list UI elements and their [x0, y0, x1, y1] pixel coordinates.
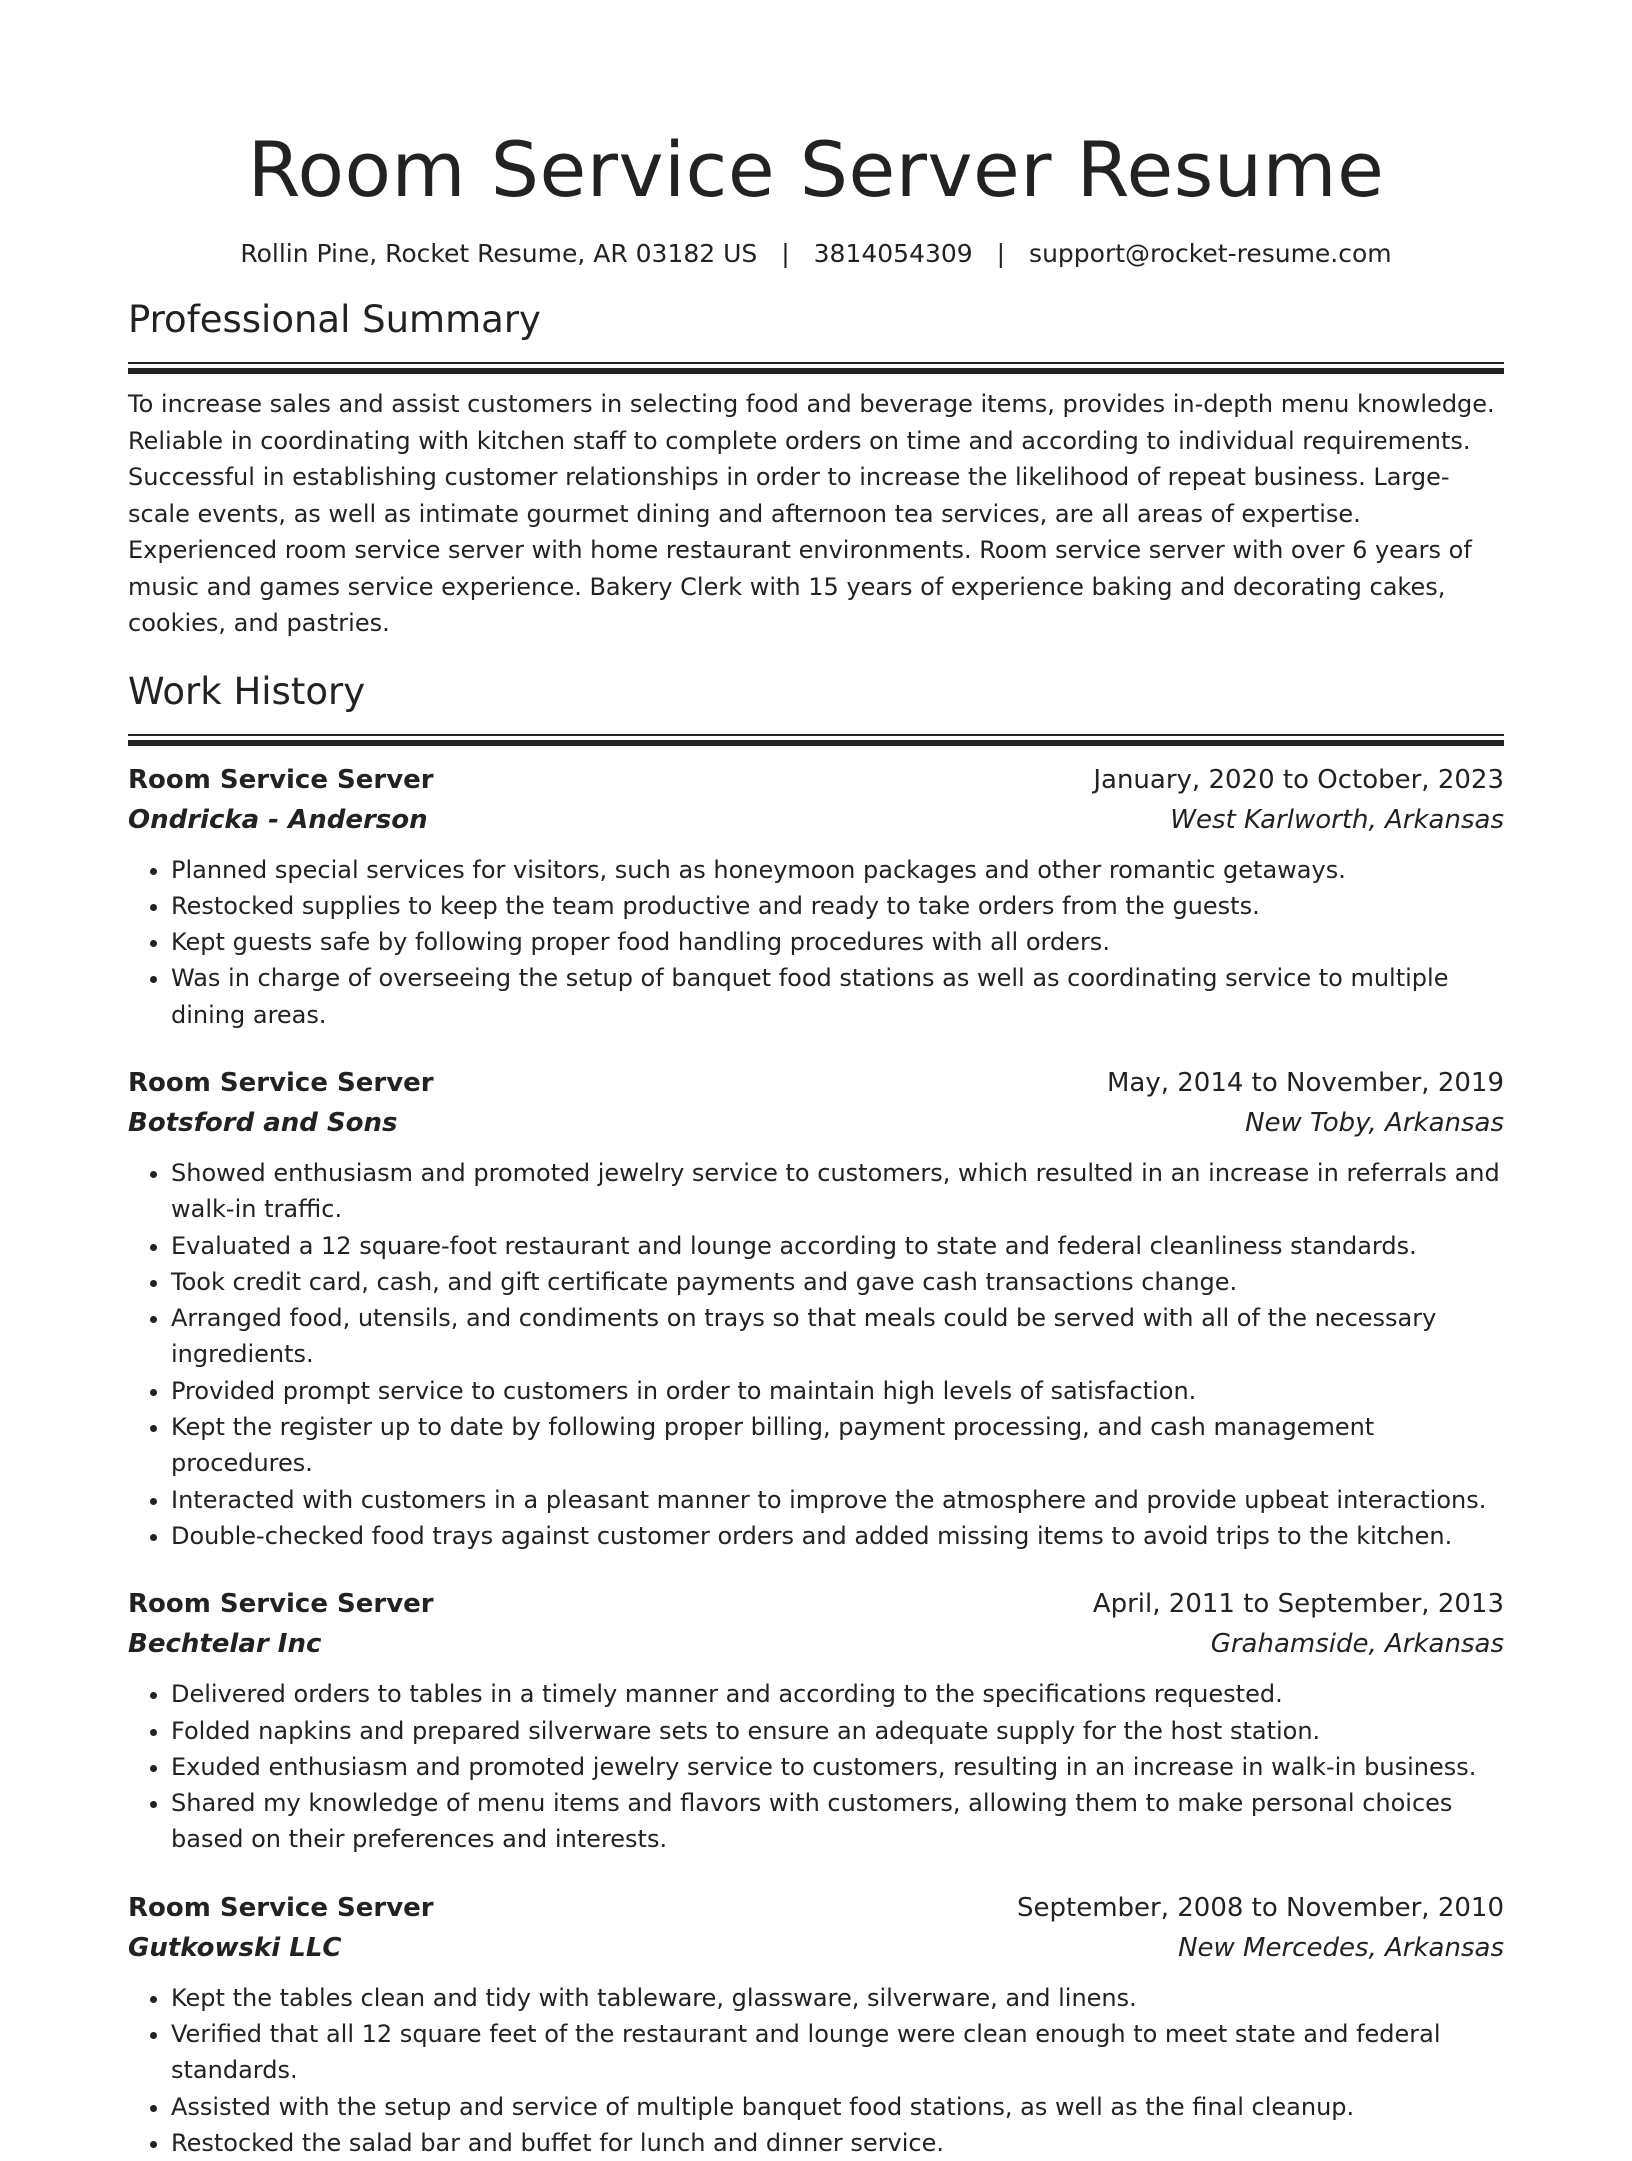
summary-text: To increase sales and assist customers in selecting food and beverage items, provides in-depth menu knowledge. Reliable in coordinating with kitchen staff to complete orders on time and according to individual requirements. Successful in establishing customer relationships in order to increase the likelihood of repeat business. Large-scale events, as well as intimate gourmet dining and afternoon tea services, are all areas of expertise. Experienced room service server with home restaurant environments. Room service server with over 6 years of music and games service experience. Bakery Clerk with 15 years of experience baking and decorating cakes, cookies, and pastries.	[128, 386, 1504, 642]
job-location: New Mercedes, Arkansas	[1178, 1928, 1504, 1968]
job-entry	[128, 1584, 1504, 1857]
job-title: Room Service Server	[128, 1063, 434, 1103]
job-company: Ondricka - Anderson	[128, 800, 428, 840]
job-subheader	[128, 1103, 1504, 1143]
job-company: Gutkowski LLC	[128, 1928, 341, 1968]
contact-separator: |	[765, 239, 805, 268]
job-bullet: • Folded napkins and prepared silverware sets to ensure an adequate supply for the host station.	[171, 1713, 1504, 1749]
job-dates: April, 2011 to September, 2013	[1093, 1584, 1504, 1624]
job-dates: May, 2014 to November, 2019	[1107, 1063, 1504, 1103]
job-title: Room Service Server	[128, 1888, 434, 1928]
job-dates: January, 2020 to October, 2023	[1093, 760, 1504, 800]
professional-summary-section	[128, 296, 1504, 642]
job-bullet: • Was in charge of overseeing the setup of banquet food stations as well as coordinating service to multiple dining areas.	[171, 960, 1504, 1033]
job-location: New Toby, Arkansas	[1245, 1103, 1504, 1143]
job-location: Grahamside, Arkansas	[1211, 1624, 1504, 1664]
job-bullet: • Exuded enthusiasm and promoted jewelry service to customers, resulting in an increase in walk-in business.	[171, 1749, 1504, 1785]
job-entry	[128, 1888, 1504, 2161]
job-bullet: • Assisted with the setup and service of multiple banquet food stations, as well as the final cleanup.	[171, 2089, 1504, 2125]
section-heading: Work History	[128, 668, 1504, 716]
job-bullet: • Showed enthusiasm and promoted jewelry service to customers, which resulted in an increase in referrals and walk-in traffic.	[171, 1155, 1504, 1228]
job-company: Bechtelar Inc	[128, 1624, 321, 1664]
contact-line	[128, 238, 1504, 270]
job-entry	[128, 760, 1504, 1033]
job-bullet: • Arranged food, utensils, and condiments on trays so that meals could be served with all of the necessary ingredients.	[171, 1300, 1504, 1373]
section-divider	[128, 362, 1504, 374]
job-bullet: • Evaluated a 12 square-foot restaurant and lounge according to state and federal cleanliness standards.	[171, 1228, 1504, 1264]
job-subheader	[128, 800, 1504, 840]
job-dates: September, 2008 to November, 2010	[1017, 1888, 1504, 1928]
job-bullet: • Kept the register up to date by following proper billing, payment processing, and cash management procedures.	[171, 1409, 1504, 1482]
contact-phone: 3814054309	[814, 239, 973, 268]
job-bullet: • Provided prompt service to customers in order to maintain high levels of satisfaction.	[171, 1373, 1504, 1409]
contact-email: support@rocket-resume.com	[1029, 239, 1392, 268]
job-bullet: • Restocked supplies to keep the team productive and ready to take orders from the guests.	[171, 888, 1504, 924]
job-subheader	[128, 1624, 1504, 1664]
job-bullet: • Interacted with customers in a pleasant manner to improve the atmosphere and provide upbeat interactions.	[171, 1482, 1504, 1518]
job-subheader	[128, 1928, 1504, 1968]
resume-page	[128, 0, 1504, 2161]
contact-separator: |	[981, 239, 1021, 268]
job-bullet: • Kept guests safe by following proper food handling procedures with all orders.	[171, 924, 1504, 960]
job-bullet: • Verified that all 12 square feet of the restaurant and lounge were clean enough to meet state and federal standards.	[171, 2016, 1504, 2089]
job-bullet: • Double-checked food trays against customer orders and added missing items to avoid trips to the kitchen.	[171, 1518, 1504, 1554]
job-bullet: • Restocked the salad bar and buffet for lunch and dinner service.	[171, 2125, 1504, 2161]
job-header	[128, 1888, 1504, 1928]
job-header	[128, 760, 1504, 800]
job-bullet: • Took credit card, cash, and gift certificate payments and gave cash transactions change.	[171, 1264, 1504, 1300]
job-bullets	[128, 1980, 1504, 2161]
job-bullet: • Shared my knowledge of menu items and flavors with customers, allowing them to make personal choices based on their preferences and interests.	[171, 1785, 1504, 1858]
job-location: West Karlworth, Arkansas	[1170, 800, 1504, 840]
job-bullets	[128, 1676, 1504, 1857]
job-bullet: • Kept the tables clean and tidy with tableware, glassware, silverware, and linens.	[171, 1980, 1504, 2016]
job-bullets	[128, 1155, 1504, 1554]
job-title: Room Service Server	[128, 1584, 434, 1624]
job-title: Room Service Server	[128, 760, 434, 800]
work-history-section	[128, 668, 1504, 2161]
contact-address: Rollin Pine, Rocket Resume, AR 03182 US	[240, 239, 757, 268]
job-entry	[128, 1063, 1504, 1554]
job-bullet: • Delivered orders to tables in a timely manner and according to the specifications requested.	[171, 1676, 1504, 1712]
job-header	[128, 1584, 1504, 1624]
job-header	[128, 1063, 1504, 1103]
job-company: Botsford and Sons	[128, 1103, 398, 1143]
section-divider	[128, 734, 1504, 746]
page-title: Room Service Server Resume	[128, 0, 1504, 218]
section-heading: Professional Summary	[128, 296, 1504, 344]
job-bullet: • Planned special services for visitors, such as honeymoon packages and other romantic getaways.	[171, 852, 1504, 888]
job-bullets	[128, 852, 1504, 1033]
